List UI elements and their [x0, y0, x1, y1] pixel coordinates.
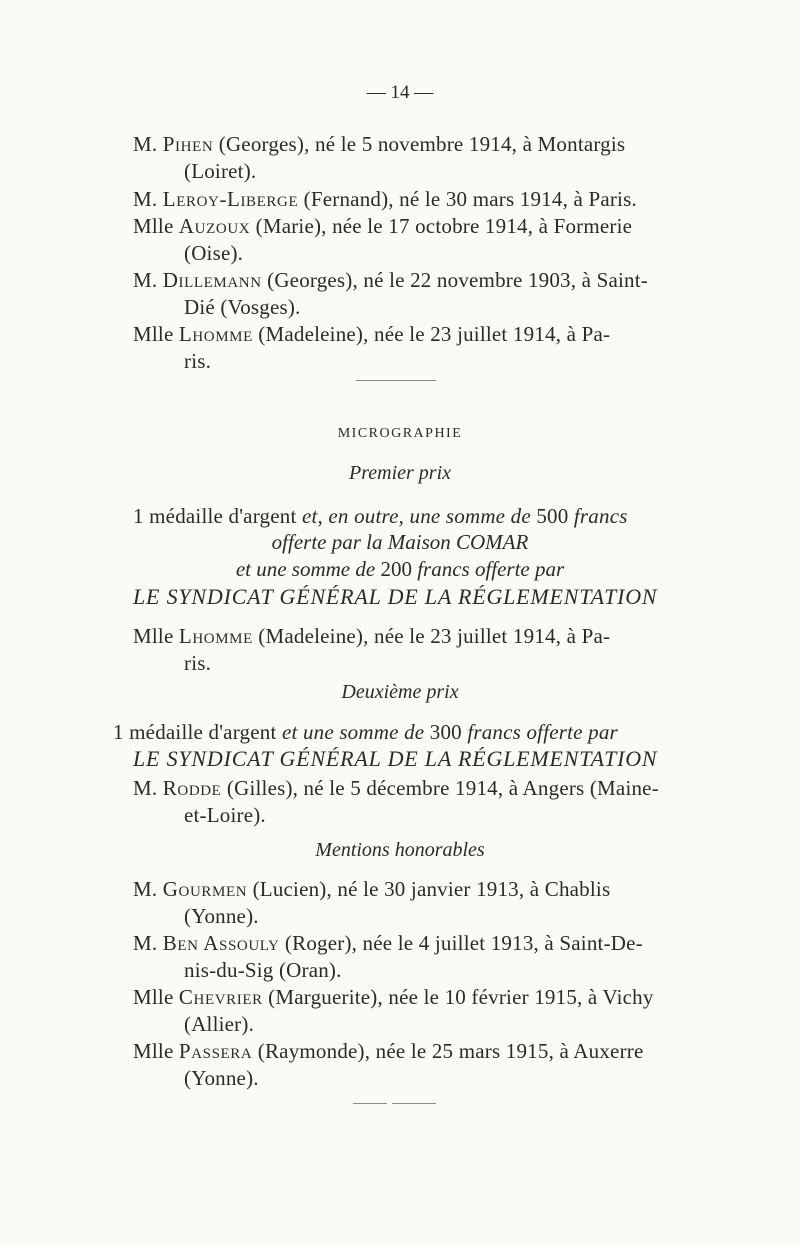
mention-chevrier-cont: (Allier). — [184, 1012, 255, 1036]
mention-gourmen-cont: (Yonne). — [184, 904, 259, 928]
entry-auzoux: Mlle Auzoux (Marie), née le 17 octobre 1914, à Formerie — [133, 214, 633, 238]
premier-line-3: et une somme de 200 francs offerte par — [235, 557, 565, 581]
end-rule-right — [392, 1103, 436, 1104]
page-number: — 14 — — [366, 82, 434, 103]
entry-dillemann-cont: Dié (Vosges). — [184, 295, 301, 319]
mention-chevrier: Mlle Chevrier (Marguerite), née le 10 février 1915, à Vichy — [133, 985, 654, 1009]
separator-rule — [356, 380, 436, 381]
premier-winner-cont: ris. — [184, 651, 212, 675]
deuxieme-line-2: LE SYNDICAT GÉNÉRAL DE LA RÉGLEMENTATION — [133, 746, 658, 771]
entry-leroy-liberge: M. Leroy-Liberge (Fernand), né le 30 mars 1914, à Paris. — [133, 187, 637, 211]
mention-ben-assouly: M. Ben Assouly (Roger), née le 4 juillet 1913, à Saint-De- — [133, 931, 643, 955]
deuxieme-prix-heading: Deuxième prix — [341, 681, 459, 703]
entry-auzoux-cont: (Oise). — [184, 241, 244, 265]
premier-line-4: LE SYNDICAT GÉNÉRAL DE LA RÉGLEMENTATION — [133, 584, 658, 609]
end-rule-left — [353, 1103, 387, 1104]
premier-line-2: offerte par la Maison COMAR — [271, 530, 529, 554]
mention-gourmen: M. Gourmen (Lucien), né le 30 janvier 1913, à Chablis — [133, 877, 611, 901]
entry-lhomme: Mlle Lhomme (Madeleine), née le 23 juillet 1914, à Pa- — [133, 322, 611, 346]
entry-pihen-cont: (Loiret). — [184, 159, 257, 183]
premier-line-1: 1 médaille d'argent et, en outre, une somme de 500 francs — [133, 504, 628, 528]
entry-dillemann: M. Dillemann (Georges), né le 22 novembre 1903, à Saint- — [133, 268, 648, 292]
mention-passera-cont: (Yonne). — [184, 1066, 259, 1090]
mention-passera: Mlle Passera (Raymonde), née le 25 mars 1915, à Auxerre — [133, 1039, 644, 1063]
entry-pihen: M. Pihen (Georges), né le 5 novembre 1914, à Montargis — [133, 132, 626, 156]
deuxieme-line-1: 1 médaille d'argent et une somme de 300 francs offerte par — [113, 720, 618, 744]
entry-lhomme-cont: ris. — [184, 349, 212, 373]
mentions-heading: Mentions honorables — [315, 839, 485, 861]
premier-prix-heading: Premier prix — [348, 462, 451, 484]
deuxieme-winner: M. Rodde (Gilles), né le 5 décembre 1914, à Angers (Maine- — [133, 776, 659, 800]
premier-winner: Mlle Lhomme (Madeleine), née le 23 juillet 1914, à Pa- — [133, 624, 611, 648]
mention-ben-assouly-cont: nis-du-Sig (Oran). — [184, 958, 342, 982]
section-title: MICROGRAPHIE — [337, 426, 463, 441]
deuxieme-winner-cont: et-Loire). — [184, 803, 266, 827]
